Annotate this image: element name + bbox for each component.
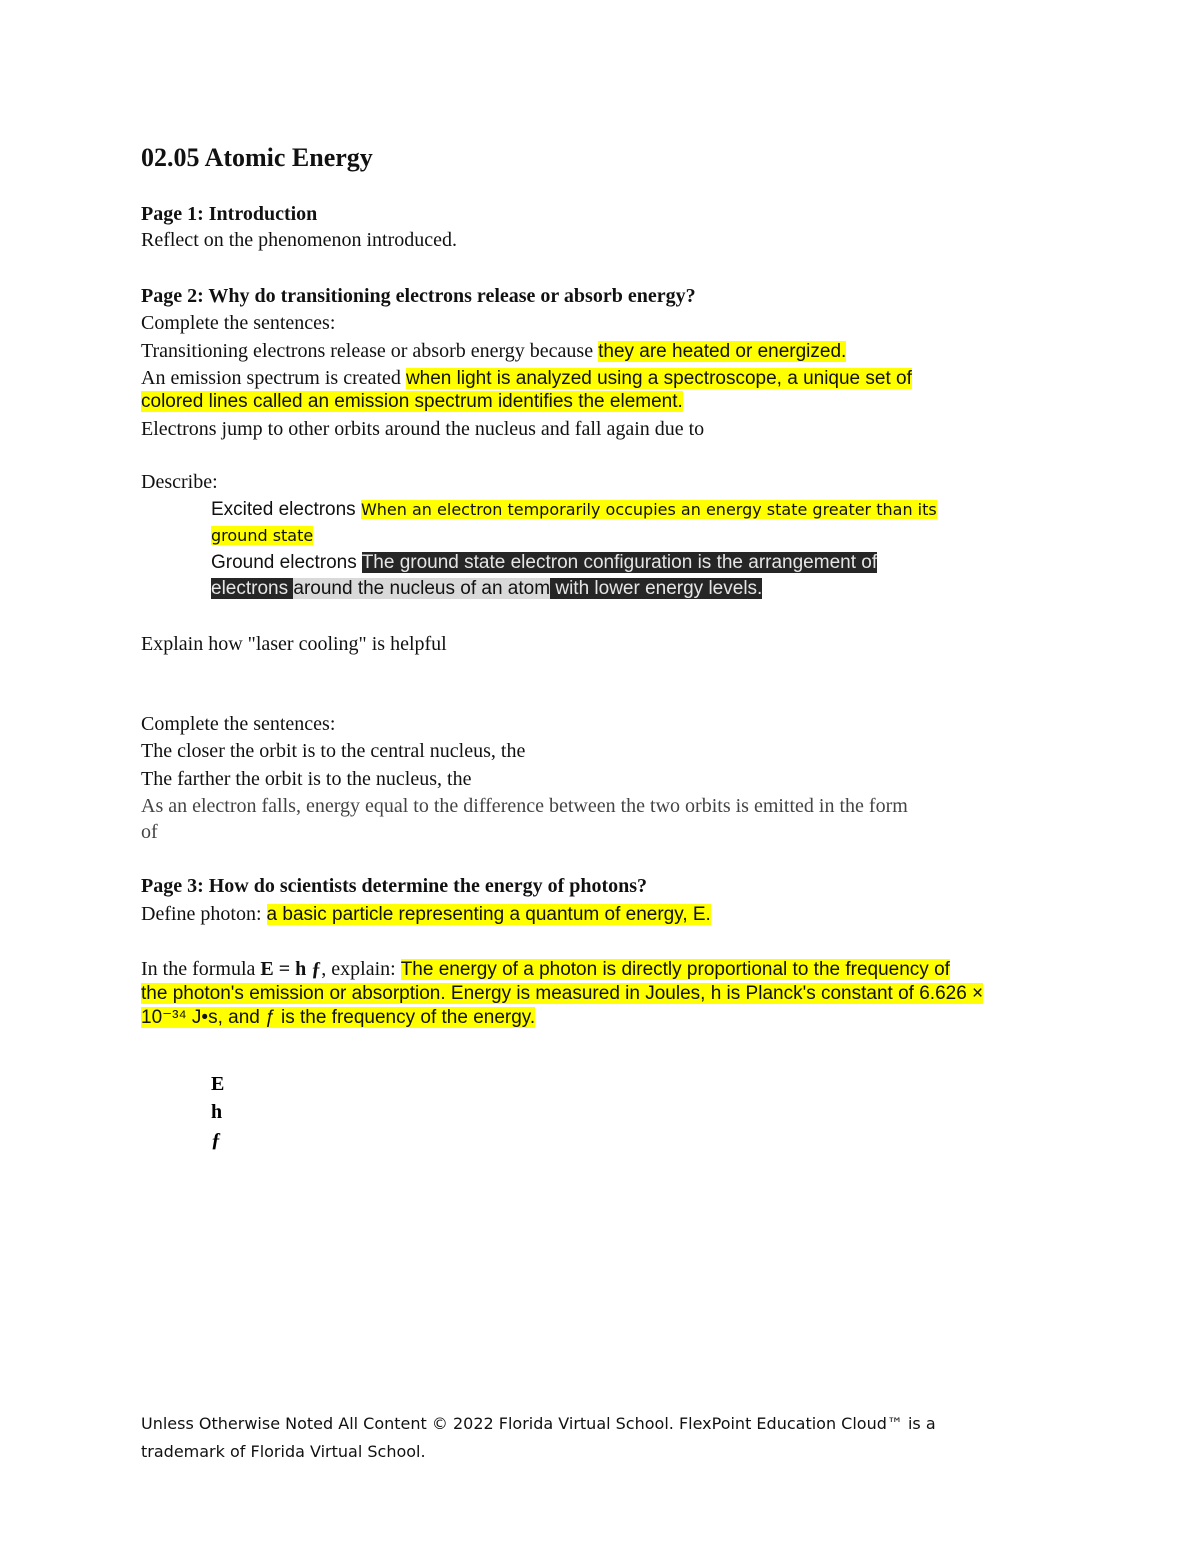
formula-prefix: In the formula [141, 958, 261, 980]
excited-answer-line1: When an electron temporarily occupies an energy state greater than its [360, 500, 937, 519]
electron-falls-line2: of [141, 821, 158, 843]
laser-cooling-prompt: Explain how "laser cooling" is helpful [141, 633, 447, 655]
formula-suffix: , explain: [321, 958, 401, 980]
farther-orbit: The farther the orbit is to the nucleus, the [141, 768, 472, 790]
formula-answer-line1: The energy of a photon is directly proportional to the frequency of [400, 959, 950, 980]
define-photon [141, 901, 1071, 929]
ground-label: Ground electrons [211, 552, 362, 573]
closer-orbit: The closer the orbit is to the central nucleus, the [141, 740, 526, 762]
page1-heading: Page 1: Introduction [141, 203, 318, 225]
complete-label-2: Complete the sentences: [141, 713, 336, 735]
formula-explain-continued-2 [141, 1005, 1071, 1032]
electron-falls-line1: As an electron falls, energy equal to the difference between the two orbits is emitted in the form [141, 795, 908, 817]
sentence-1 [141, 338, 1071, 366]
variable-f: ƒ [211, 1129, 221, 1151]
formula-answer-line2: the photon's emission or absorption. Energy is measured in Joules, h is Planck's constant of 6.626 × [141, 983, 984, 1004]
sentence-2-answer-line2: colored lines called an emission spectrum identifies the element. [141, 391, 683, 412]
excited-electrons-continued [211, 523, 1031, 550]
define-answer: a basic particle representing a quantum of energy, E. [266, 904, 711, 925]
define-prompt: Define photon: [141, 903, 267, 925]
sentence-1-prompt: Transitioning electrons release or absorb energy because [141, 340, 599, 362]
footer-line1: Unless Otherwise Noted All Content © 2022 Florida Virtual School. FlexPoint Education Cloud™ is a [141, 1414, 936, 1433]
excited-label: Excited electrons [211, 499, 361, 520]
variable-h: h [211, 1101, 223, 1123]
describe-label: Describe: [141, 471, 218, 493]
variable-e: E [211, 1073, 225, 1095]
page2-heading: Page 2: Why do transitioning electrons release or absorb energy? [141, 285, 696, 307]
ground-answer-line2c: with lower energy levels. [550, 578, 763, 599]
footer-line2: trademark of Florida Virtual School. [141, 1442, 426, 1461]
excited-answer-line2: ground state [211, 526, 314, 545]
footer [141, 1410, 1041, 1466]
formula-explain [141, 956, 1071, 984]
ground-electrons [211, 550, 1031, 577]
sentence-2-prompt: An emission spectrum is created [141, 367, 406, 389]
complete-label: Complete the sentences: [141, 312, 336, 334]
ground-electrons-continued [211, 576, 1031, 603]
page1-text: Reflect on the phenomenon introduced. [141, 229, 458, 251]
sentence-2-continued [141, 389, 1071, 416]
sentence-1-answer: they are heated or energized. [598, 341, 847, 362]
ground-answer-line2a: electrons [211, 578, 294, 599]
excited-electrons [211, 497, 1031, 524]
formula-explain-continued [141, 981, 1071, 1008]
ground-answer-line2b: around the nucleus of an atom [293, 578, 551, 599]
sentence-3: Electrons jump to other orbits around the nucleus and fall again due to [141, 418, 705, 440]
formula: E = h ƒ [260, 958, 322, 980]
page-title: 02.05 Atomic Energy [141, 143, 373, 172]
page3-heading: Page 3: How do scientists determine the energy of photons? [141, 875, 648, 897]
ground-answer-line1: The ground state electron configuration is the arrangement of [361, 552, 878, 573]
formula-answer-line3: 10⁻³⁴ J•s, and ƒ is the frequency of the energy. [141, 1007, 536, 1028]
sentence-2-answer-line1: when light is analyzed using a spectroscope, a unique set of [405, 368, 912, 389]
